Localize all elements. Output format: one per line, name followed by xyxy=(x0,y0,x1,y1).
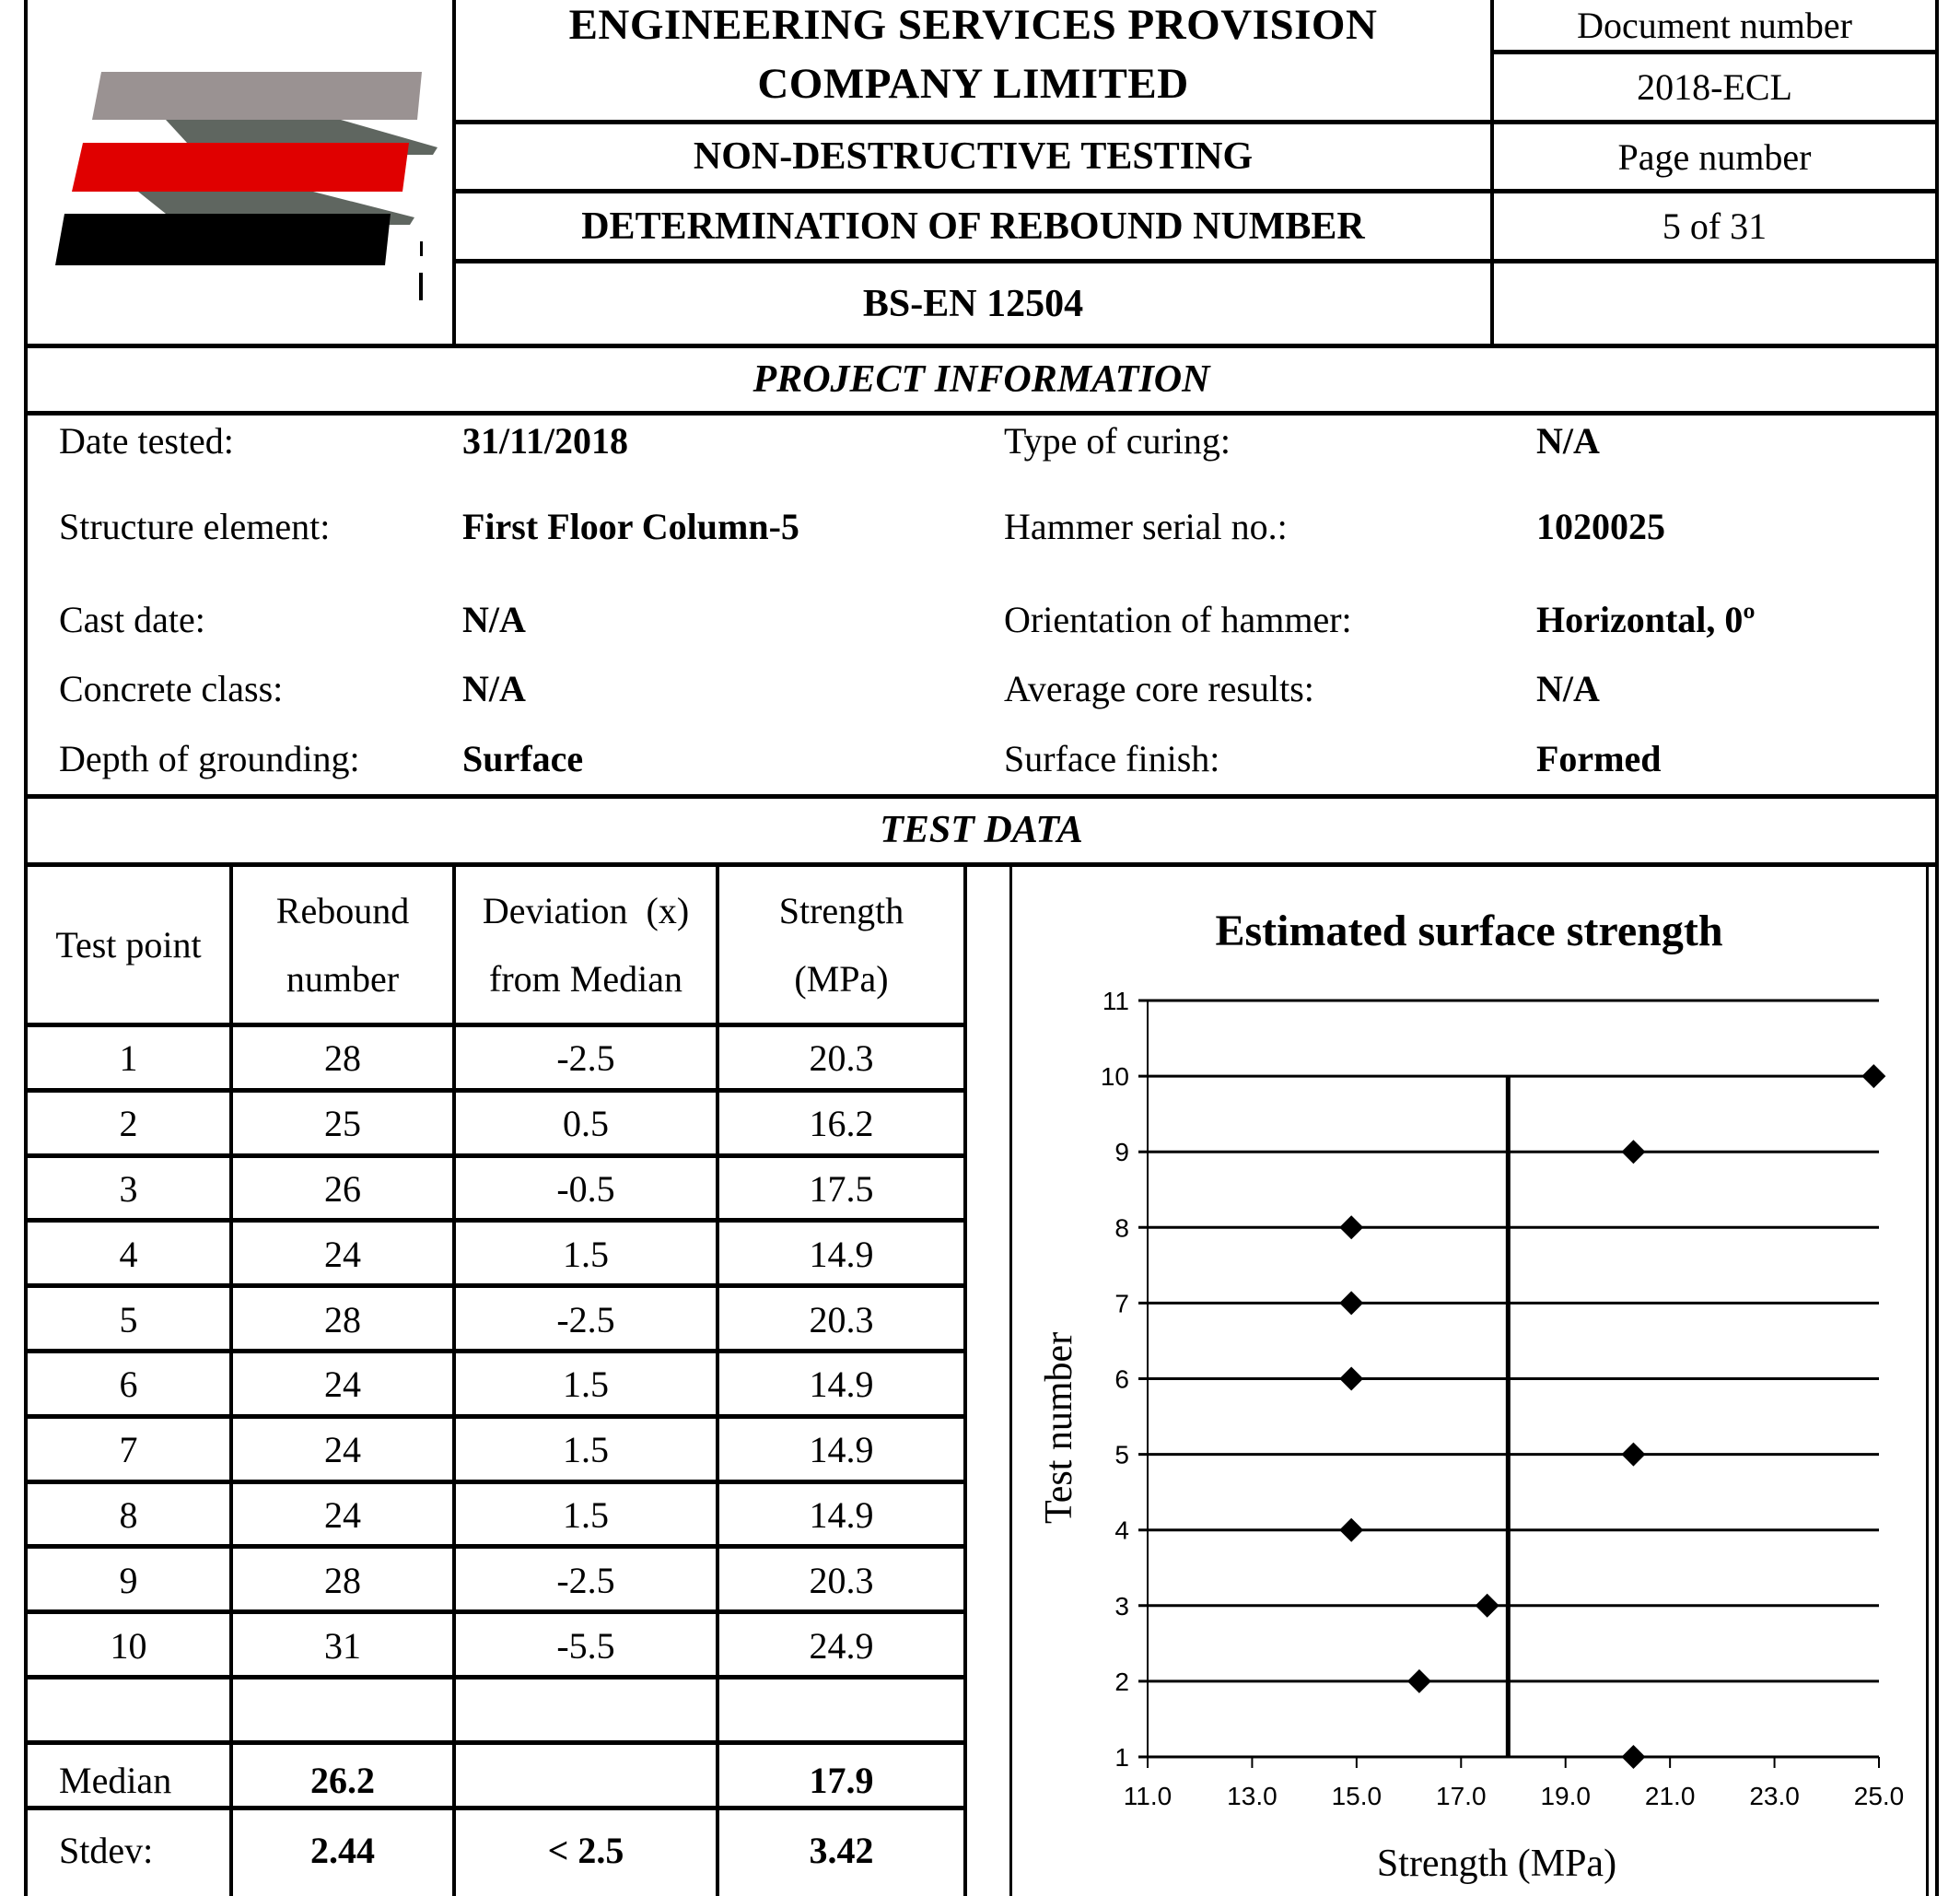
data-point-diamond-icon xyxy=(1339,1518,1363,1542)
info-value-surface-finish: Formed xyxy=(1536,738,1662,779)
cell-deviation: 1.5 xyxy=(563,1363,609,1406)
y-tick-label: 6 xyxy=(1114,1364,1129,1394)
summary-row-stdev-deviation: < 2.5 xyxy=(547,1830,624,1872)
info-label-depth-of-grounding: Depth of grounding: xyxy=(59,738,360,779)
subtitle-ndt: NON-DESTRUCTIVE TESTING xyxy=(693,135,1254,178)
cell-test-point: 5 xyxy=(119,1298,138,1340)
cell-deviation: -2.5 xyxy=(556,1559,615,1601)
summary-row-median-rebound: 26.2 xyxy=(310,1759,375,1801)
x-tick-label: 15.0 xyxy=(1331,1782,1382,1810)
cell-strength: 20.3 xyxy=(809,1298,874,1340)
x-axis-label: Strength (MPa) xyxy=(1376,1842,1617,1885)
y-tick-label: 1 xyxy=(1114,1743,1129,1772)
info-value-average-core-results: N/A xyxy=(1536,668,1600,709)
cell-rebound-number: 26 xyxy=(324,1167,361,1210)
info-value-date-tested: 31/11/2018 xyxy=(462,420,629,462)
data-point-diamond-icon xyxy=(1339,1291,1363,1315)
cell-strength: 20.3 xyxy=(809,1559,874,1601)
cell-rebound-number: 25 xyxy=(324,1103,361,1145)
summary-row-median-label: Median xyxy=(59,1759,172,1801)
cell-rebound-number: 28 xyxy=(324,1559,361,1601)
cell-test-point: 7 xyxy=(119,1429,138,1471)
cell-deviation: 1.5 xyxy=(563,1429,609,1471)
info-value-hammer-orientation: Horizontal, 0º xyxy=(1536,599,1756,640)
info-label-hammer-orientation: Orientation of hammer: xyxy=(1004,599,1352,640)
subtitle-rebound: DETERMINATION OF REBOUND NUMBER xyxy=(581,205,1365,248)
cell-test-point: 8 xyxy=(119,1493,138,1536)
info-label-date-tested: Date tested: xyxy=(59,420,234,462)
x-tick-label: 23.0 xyxy=(1749,1782,1800,1810)
info-label-surface-finish: Surface finish: xyxy=(1004,738,1220,779)
data-point-diamond-icon xyxy=(1339,1215,1363,1239)
company-name-line2: COMPANY LIMITED xyxy=(757,60,1189,108)
cell-strength: 14.9 xyxy=(809,1233,874,1275)
cell-rebound-number: 24 xyxy=(324,1363,361,1406)
company-name-line1: ENGINEERING SERVICES PROVISION xyxy=(568,1,1378,49)
y-tick-label: 10 xyxy=(1100,1062,1129,1092)
info-value-concrete-class: N/A xyxy=(462,668,526,709)
col-header-test-point: Test point xyxy=(55,924,202,966)
y-tick-label: 9 xyxy=(1114,1138,1129,1167)
cell-strength: 14.9 xyxy=(809,1429,874,1471)
info-label-type-of-curing: Type of curing: xyxy=(1004,420,1231,462)
cell-rebound-number: 28 xyxy=(324,1298,361,1340)
cell-deviation: 1.5 xyxy=(563,1233,609,1275)
info-value-cast-date: N/A xyxy=(462,599,526,640)
summary-row-stdev-label: Stdev: xyxy=(59,1830,154,1872)
cell-strength: 17.5 xyxy=(809,1167,874,1210)
data-point-diamond-icon xyxy=(1621,1140,1645,1164)
info-label-structure-element: Structure element: xyxy=(59,506,331,547)
page-number-label: Page number xyxy=(1617,135,1812,178)
y-tick-label: 7 xyxy=(1114,1289,1129,1318)
document-number: 2018-ECL xyxy=(1637,66,1792,108)
y-tick-label: 11 xyxy=(1102,987,1129,1015)
cell-strength: 14.9 xyxy=(809,1363,874,1406)
cell-rebound-number: 28 xyxy=(324,1037,361,1080)
info-value-type-of-curing: N/A xyxy=(1536,420,1600,462)
x-tick-label: 11.0 xyxy=(1123,1782,1172,1810)
col-header-strength: Strength (MPa) xyxy=(778,890,904,1000)
cell-test-point: 3 xyxy=(119,1167,138,1210)
cell-deviation: -5.5 xyxy=(556,1624,615,1667)
y-tick-label: 4 xyxy=(1114,1516,1129,1545)
cell-strength: 24.9 xyxy=(809,1624,874,1667)
cell-rebound-number: 24 xyxy=(324,1429,361,1471)
x-tick-label: 21.0 xyxy=(1644,1782,1696,1810)
y-tick-label: 3 xyxy=(1114,1591,1129,1621)
data-point-diamond-icon xyxy=(1476,1594,1499,1618)
cell-test-point: 4 xyxy=(119,1233,138,1275)
info-value-hammer-serial: 1020025 xyxy=(1536,506,1665,547)
cell-test-point: 2 xyxy=(119,1103,138,1145)
standard-reference: BS-EN 12504 xyxy=(862,282,1084,325)
col-header-rebound-number: Rebound number xyxy=(275,890,410,1000)
cell-strength: 20.3 xyxy=(809,1037,874,1080)
info-label-concrete-class: Concrete class: xyxy=(59,668,284,709)
y-axis-label: Test number xyxy=(1038,1331,1080,1524)
info-label-cast-date: Cast date: xyxy=(59,599,205,640)
info-value-depth-of-grounding: Surface xyxy=(462,738,584,779)
data-point-diamond-icon xyxy=(1621,1443,1645,1467)
cell-test-point: 9 xyxy=(119,1559,138,1601)
y-tick-label: 2 xyxy=(1114,1667,1129,1696)
info-label-average-core-results: Average core results: xyxy=(1004,668,1314,709)
y-tick-label: 5 xyxy=(1114,1440,1129,1469)
x-tick-label: 19.0 xyxy=(1540,1782,1591,1810)
cell-test-point: 1 xyxy=(119,1037,138,1080)
cell-strength: 14.9 xyxy=(809,1493,874,1536)
cell-strength: 16.2 xyxy=(809,1103,874,1145)
summary-row-median-strength: 17.9 xyxy=(809,1759,874,1801)
x-tick-label: 13.0 xyxy=(1227,1782,1278,1810)
data-point-diamond-icon xyxy=(1861,1064,1885,1088)
y-tick-label: 8 xyxy=(1114,1213,1129,1243)
document-number-label: Document number xyxy=(1577,4,1852,46)
cell-rebound-number: 24 xyxy=(324,1233,361,1275)
summary-row-stdev-rebound: 2.44 xyxy=(310,1830,375,1872)
cell-deviation: 0.5 xyxy=(563,1103,609,1145)
cell-test-point: 6 xyxy=(119,1363,138,1406)
data-point-diamond-icon xyxy=(1339,1367,1363,1391)
data-point-diamond-icon xyxy=(1407,1669,1431,1693)
cell-deviation: 1.5 xyxy=(563,1493,609,1536)
data-point-diamond-icon xyxy=(1621,1745,1645,1769)
test-data-title: TEST DATA xyxy=(880,809,1083,851)
cell-test-point: 10 xyxy=(110,1624,147,1667)
page-number: 5 of 31 xyxy=(1662,205,1768,247)
x-tick-label: 17.0 xyxy=(1436,1782,1487,1810)
cell-deviation: -2.5 xyxy=(556,1037,615,1080)
info-value-structure-element: First Floor Column-5 xyxy=(462,506,799,547)
cell-deviation: -0.5 xyxy=(556,1167,615,1210)
project-information-title: PROJECT INFORMATION xyxy=(752,358,1210,401)
cell-rebound-number: 31 xyxy=(324,1624,361,1667)
cell-rebound-number: 24 xyxy=(324,1493,361,1536)
x-tick-label: 25.0 xyxy=(1853,1782,1905,1810)
cell-deviation: -2.5 xyxy=(556,1298,615,1340)
summary-row-stdev-strength: 3.42 xyxy=(809,1830,874,1872)
info-label-hammer-serial: Hammer serial no.: xyxy=(1004,506,1288,547)
chart-title: Estimated surface strength xyxy=(1215,906,1723,955)
col-header-deviation: Deviation (x) from Median xyxy=(482,890,690,1000)
